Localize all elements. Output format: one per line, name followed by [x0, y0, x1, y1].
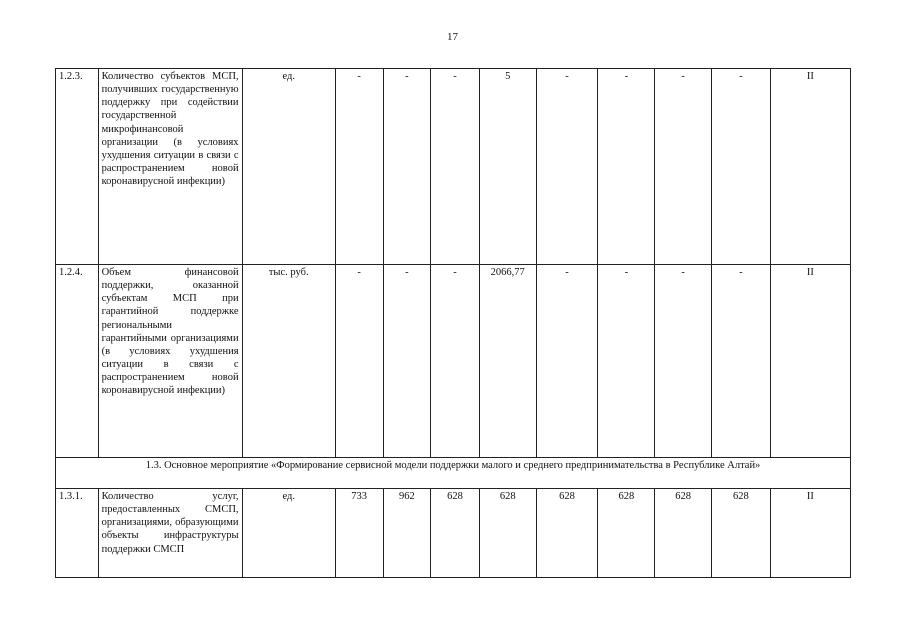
value-cell: - [383, 69, 431, 265]
value-cell: 628 [598, 489, 655, 578]
value-cell: - [598, 265, 655, 458]
value-cell: 733 [335, 489, 383, 578]
value-cell: - [712, 265, 771, 458]
unit-cell: тыс. руб. [242, 265, 335, 458]
relation-cell: II [770, 69, 850, 265]
value-cell: 628 [712, 489, 771, 578]
value-cell: 628 [431, 489, 480, 578]
value-cell: 628 [536, 489, 598, 578]
relation-cell: II [770, 489, 850, 578]
value-cell: - [383, 265, 431, 458]
indicator-name: Объем финансовой поддержки, оказанной субъектам МСП при гарантийной поддержке региональными гарантийными организациями (в условиях ухудшения ситуации в связи с распространением новой коронавирусной инфекции) [98, 265, 242, 458]
table-row [56, 265, 851, 458]
value-cell: - [598, 69, 655, 265]
relation-cell: II [770, 265, 850, 458]
value-cell: - [335, 265, 383, 458]
table-row [56, 69, 851, 265]
indicators-table [55, 68, 851, 578]
page-number: 17 [447, 31, 458, 43]
value-cell: 628 [479, 489, 536, 578]
unit-cell: ед. [242, 69, 335, 265]
value-cell: - [431, 69, 480, 265]
row-number: 1.3.1. [56, 489, 99, 578]
row-number: 1.2.3. [56, 69, 99, 265]
indicator-name: Количество услуг, предоставленных СМСП, организациями, образующими объекты инфраструктуры поддержки СМСП [98, 489, 242, 578]
table-row [56, 489, 851, 578]
section-row [56, 458, 851, 489]
row-number: 1.2.4. [56, 265, 99, 458]
value-cell: 962 [383, 489, 431, 578]
value-cell: - [431, 265, 480, 458]
value-cell: - [536, 69, 598, 265]
value-cell: - [712, 69, 771, 265]
value-cell: - [655, 265, 712, 458]
value-cell: - [655, 69, 712, 265]
value-cell: - [335, 69, 383, 265]
value-cell: 628 [655, 489, 712, 578]
value-cell: 5 [479, 69, 536, 265]
unit-cell: ед. [242, 489, 335, 578]
value-cell: 2066,77 [479, 265, 536, 458]
indicator-name: Количество субъектов МСП, получивших государственную поддержку при содействии государственной микрофинансовой организации (в условиях ухудшения ситуации в связи с распространением новой коронавирусной инфекции) [98, 69, 242, 265]
value-cell: - [536, 265, 598, 458]
section-heading: 1.3. Основное мероприятие «Формирование сервисной модели поддержки малого и среднего предпринимательства в Республике Алтай» [56, 458, 851, 489]
